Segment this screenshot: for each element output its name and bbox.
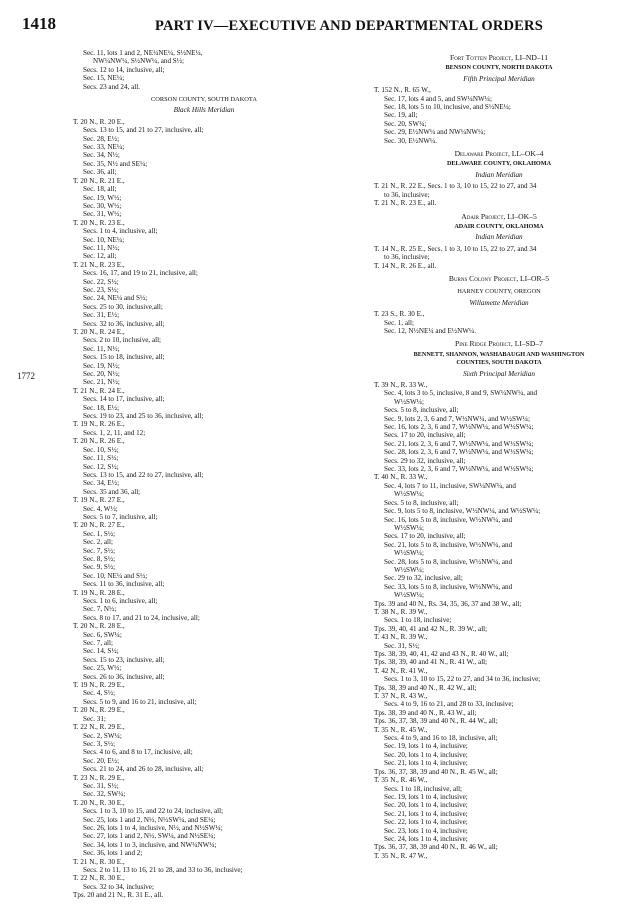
legal-description-line: Sec. 31, S½; (384, 641, 420, 650)
legal-description-line: Secs. 2 to 10, inclusive, all; (83, 336, 162, 345)
meridian-heading: Fifth Principal Meridian (463, 74, 535, 83)
legal-description-line: to 36, inclusive; (384, 253, 430, 262)
legal-description-line: Sec. 17, lots 4 and 5, and SW¼NW¼; (384, 94, 492, 103)
legal-description-line: Secs. 13 to 15, and 22 to 27, inclusive, all; (83, 470, 204, 479)
legal-description-line: W½SW¼; (394, 490, 424, 499)
legal-description-line: Tps. 36, 37, 38, 39 and 40 N., R. 45 W., all; (374, 767, 498, 776)
legal-description-line: Sec. 26, lots 1 to 4, inclusive, N½, and N½SW¼; (83, 823, 223, 832)
legal-description-line: T. 19 N., R. 27 E., (73, 496, 125, 505)
legal-description-line: Sec. 28, lots 5 to 8, inclusive, W½NW¼, and (384, 557, 513, 566)
legal-description-line: Sec. 9, lots 2, 3, 6 and 7, W½NW¼, and W½SW¼; (384, 414, 530, 423)
page-number: 1418 (22, 14, 56, 33)
legal-description-line: T. 38 N., R. 39 W., (374, 607, 428, 616)
legal-description-line: T. 35 N., R. 45 W., (374, 725, 428, 734)
legal-description-line: Sec. 27, lots 1 and 2, N½, SW¼, and N½SE¼; (83, 832, 216, 841)
project-heading: Fort Totten Project, LI–ND–11 (449, 54, 548, 62)
legal-description-line: Sec. 34, E½; (83, 479, 120, 488)
legal-description-line: Secs. 14 to 17, inclusive, all; (83, 395, 165, 404)
legal-description-line: Sec. 31; (83, 714, 106, 723)
legal-description-line: Sec. 16, lots 5 to 8, inclusive, W½NW¼, and (384, 515, 513, 524)
legal-description-line: Sec. 32, SW¼; (83, 790, 126, 799)
legal-description-line: Sec. 23, lots 1 to 4, inclusive; (384, 826, 468, 835)
legal-description-line: Sec. 1, S½; (83, 529, 116, 538)
legal-description-line: Sec. 20, SW¼; (384, 119, 427, 128)
legal-description-line: Sec. 19, lots 1 to 4, inclusive; (384, 742, 468, 751)
legal-description-line: Sec. 34, N½; (83, 151, 120, 160)
legal-description-line: Secs. 4 to 9, and 16 to 18, inclusive, all; (384, 734, 498, 743)
legal-description-line: Secs. 19 to 23, and 25 to 36, inclusive, all; (83, 412, 204, 421)
legal-description-line: Secs. 23 and 24, all. (83, 82, 140, 91)
legal-description-line: Tps. 39 and 40 N., Rs. 34, 35, 36, 37 and 38 W., all; (374, 599, 522, 608)
legal-description-line: Sec. 33, lots 2, 3, 6 and 7, W½NW¼, and W½SW¼; (384, 465, 534, 474)
legal-description-line: Secs. 13 to 15, and 21 to 27, inclusive, all; (83, 126, 204, 135)
legal-description-line: Sec. 31, S½; (83, 781, 119, 790)
legal-description-line: Sec. 29 to 32, inclusive, all; (384, 574, 463, 583)
legal-description-line: Sec. 11, S½; (83, 454, 119, 463)
margin-note: 1772 (17, 371, 35, 381)
legal-description-line: Sec. 11, lots 1 and 2, NE¼NE¼, S½NE¼, (83, 49, 203, 57)
county-heading: COUNTIES, SOUTH DAKOTA (456, 359, 542, 367)
legal-description-line: T. 35 N., R. 47 W., (374, 851, 428, 860)
legal-description-line: Secs. 5 to 9, and 16 to 21, inclusive, all; (83, 697, 197, 706)
legal-description-line: Sec. 34, lots 1 to 3, inclusive, and NW¼NW¼; (83, 840, 217, 849)
legal-description-line: Sec. 9, S½; (83, 563, 116, 572)
project-heading: Burns Colony Project, LI–OR–5 (448, 274, 550, 283)
legal-description-line: Tps. 38, 39, 40 and 41 N., R. 41 W., all; (374, 658, 488, 667)
legal-description-line: Secs. 26 to 36, inclusive, all; (83, 672, 165, 681)
legal-description-line: T. 20 N., R. 29 E., (73, 706, 125, 715)
legal-description-line: to 36, inclusive; (384, 190, 430, 199)
legal-description-line: Sec. 9, lots 5 to 8, inclusive, W½NW¼, and W½SW¼; (384, 507, 541, 516)
legal-description-line: Sec. 12, S½; (83, 462, 119, 471)
legal-description-line: Sec. 4, S½; (83, 689, 116, 698)
legal-description-line: Secs. 1 to 6, inclusive, all; (83, 597, 158, 605)
project-heading: Pine Ridge Project, LI–SD–7 (455, 340, 543, 349)
page-header: PART IV—EXECUTIVE AND DEPARTMENTAL ORDERS (155, 18, 543, 34)
legal-description-line: Secs. 1 to 18, inclusive; (384, 616, 452, 625)
legal-description-line: Secs. 4 to 9, 16 to 21, and 28 to 33, inclusive; (384, 700, 514, 709)
legal-description-line: Secs. 1 to 4, inclusive, all; (83, 227, 158, 236)
county-heading: ADAIR COUNTY, OKLAHOMA (454, 222, 544, 230)
legal-description-line: Sec. 21, lots 5 to 8, inclusive, W½NW¼, and (384, 540, 513, 549)
legal-description-line: Sec. 4, lots 3 to 5, inclusive, 8 and 9, SW¼NW¼, and (384, 389, 538, 398)
legal-description-line: Sec. 20, lots 1 to 4, inclusive; (384, 801, 468, 810)
legal-description-line: Sec. 14, S½; (83, 647, 119, 656)
legal-description-line: W½SW¼; (394, 591, 424, 600)
legal-description-line: Sec. 10, NE¼; (83, 235, 125, 244)
legal-description-line: Sec. 21, N½; (83, 378, 120, 387)
legal-description-line: T. 42 N., R. 41 W., (374, 666, 428, 675)
meridian-heading: Black Hills Meridian (173, 106, 235, 115)
legal-description-line: Secs. 1, 2, 11, and 12; (83, 428, 146, 437)
legal-description-line: Sec. 30, W½; (83, 201, 122, 210)
legal-description-line: T. 19 N., R. 29 E., (73, 681, 125, 690)
legal-description-line: Sec. 36, all; (83, 168, 117, 177)
legal-description-line: Sec. 25, lots 1 and 2, N½, N½SW¼, and SE¼; (83, 815, 216, 824)
legal-description-line: Secs. 35 and 36, all; (83, 487, 141, 496)
legal-description-line: T. 21 N., R. 23 E., all. (374, 199, 437, 208)
legal-description-line: T. 40 N., R. 33 W., (374, 473, 428, 482)
legal-description-line: Sec. 24, NE¼ and S½; (83, 294, 148, 303)
county-heading: DELAWARE COUNTY, OKLAHOMA (446, 160, 552, 168)
legal-description-line: T. 20 N., R. 28 E., (73, 622, 125, 631)
legal-description-line: T. 20 N., R. 30 E., (73, 798, 125, 807)
legal-description-line: T. 20 N., R. 23 E., (73, 218, 125, 227)
legal-description-line: Secs. 5 to 8, inclusive, all; (384, 498, 459, 507)
legal-description-line: Sec. 18, all; (83, 185, 117, 194)
legal-description-line: Sec. 12, N½NE¼ and E½NW¼. (384, 326, 477, 335)
legal-description-line: Sec. 20, E½; (83, 756, 120, 765)
legal-description-line: T. 20 N., R. 21 E., (73, 176, 125, 185)
legal-description-line: T. 21 N., R. 24 E., (73, 386, 125, 395)
legal-description-line: Tps. 39, 40, 41 and 42 N., R. 39 W., all; (374, 624, 488, 633)
legal-description-line: Sec. 19, W½; (83, 193, 122, 202)
legal-description-line: Secs. 32 to 36, inclusive, all; (83, 319, 165, 328)
legal-description-line: Sec. 3, S½; (83, 739, 116, 748)
legal-description-line: Secs. 21 to 24, and 26 to 28, inclusive, all; (83, 765, 204, 774)
legal-description-line: W½SW¼; (394, 565, 424, 574)
legal-description-line: Sec. 20, N½; (83, 370, 120, 379)
legal-description-line: Sec. 11, N½; (83, 344, 120, 353)
legal-description-line: Sec. 12, all; (83, 252, 117, 261)
legal-description-line: Sec. 30, E½NW¼. (384, 136, 437, 145)
legal-description-line: Secs. 5 to 7, inclusive, all; (83, 512, 158, 521)
legal-description-line: Sec. 7, S½; (83, 546, 116, 555)
legal-description-line: Secs. 2 to 11, 13 to 16, 21 to 28, and 33 to 36, inclusive; (83, 866, 243, 874)
legal-description-line: Secs. 15 to 18, inclusive, all; (83, 353, 165, 362)
legal-description-line: Sec. 18, E½; (83, 403, 120, 412)
meridian-heading: Willamette Meridian (469, 298, 529, 307)
legal-description-line: T. 21 N., R. 23 E., (73, 260, 125, 269)
legal-description-line: Sec. 4, lots 7 to 11, inclusive, SW¼NW¼, and (384, 481, 516, 490)
legal-description-line: Secs. 11 to 36, inclusive, all; (83, 580, 165, 589)
legal-description-line: T. 43 N., R. 39 W., (374, 633, 428, 642)
legal-description-line: T. 14 N., R. 25 E., Secs. 1 to 3, 10 to 15, 22 to 27, and 34 (374, 244, 537, 253)
legal-description-line: T. 22 N., R. 29 E., (73, 723, 125, 732)
legal-description-line: T. 22 N., R. 30 E., (73, 874, 125, 883)
legal-description-line: W½SW¼; (394, 523, 424, 532)
legal-description-line: Tps. 38, 39 and 40 N., R. 42 W., all; (374, 683, 477, 692)
legal-description-line: Sec. 28, lots 2, 3, 6 and 7, W½NW¼, and W½SW¼; (384, 448, 534, 457)
legal-description-line: Sec. 19, all; (384, 111, 418, 120)
legal-description-line: Sec. 28, E½; (83, 134, 120, 143)
legal-description-line: Sec. 8, S½; (83, 554, 116, 563)
legal-description-line: Secs. 8 to 17, and 21 to 24, inclusive, all; (83, 613, 200, 622)
legal-description-line: W½SW¼; (394, 397, 424, 406)
legal-description-line: Sec. 31, E½; (83, 311, 120, 320)
legal-description-line: Sec. 15, NE¼; (83, 74, 125, 83)
legal-description-line: Sec. 11, N½; (83, 243, 120, 252)
legal-description-line: T. 23 N., R. 29 E., (73, 773, 125, 782)
project-heading: Delaware Project, LL–OK–4 (454, 150, 544, 159)
legal-description-line: Sec. 19, lots 1 to 4, inclusive; (384, 792, 468, 801)
legal-description-line: Sec. 2, SW¼; (83, 731, 122, 740)
legal-description-line: NW¼NW¼, S½NW¼, and S½; (93, 57, 185, 66)
legal-description-line: Sec. 36, lots 1 and 2; (83, 849, 143, 858)
legal-description-line: Sec. 7, all; (83, 639, 113, 648)
legal-description-line: Secs. 16, 17, and 19 to 21, inclusive, all; (83, 269, 198, 278)
legal-description-line: Sec. 23, S½; (83, 285, 119, 294)
legal-description-line: T. 19 N., R. 28 E., (73, 588, 125, 597)
legal-description-line: Secs. 1 to 3, 10 to 15, 22 to 27, and 34 to 36, inclusive; (384, 675, 541, 684)
legal-description-line: Tps. 36, 37, 38, 39 and 40 N., R. 44 W., all; (374, 717, 498, 726)
legal-description-line: Secs. 17 to 20, inclusive, all; (384, 532, 466, 541)
left-column (73, 49, 335, 900)
legal-description-line: Secs. 1 to 3, 10 to 15, and 22 to 24, inclusive, all; (83, 807, 224, 816)
legal-description-line: Sec. 16, lots 2, 3, 6 and 7, W½NW¼, and W½SW¼; (384, 423, 534, 432)
legal-description-line: Sec. 21, lots 2, 3, 6 and 7, W½NW¼, and W½SW¼; (384, 439, 534, 448)
legal-description-line: T. 152 N., R. 65 W., (374, 86, 431, 95)
legal-description-line: Tps. 20 and 21 N., R. 31 E., all. (73, 891, 164, 900)
legal-description-line: Sec. 25, W½; (83, 664, 122, 673)
legal-description-line: Secs. 5 to 8, inclusive, all; (384, 406, 459, 415)
legal-description-line: T. 14 N., R. 26 E., all. (374, 261, 437, 270)
legal-description-line: Sec. 2, all; (83, 538, 113, 547)
meridian-heading: Indian Meridian (475, 170, 523, 179)
legal-description-line: T. 20 N., R. 27 E., (73, 521, 125, 530)
legal-description-line: Tps. 36, 37, 38, 39 and 40 N., R. 46 W., all; (374, 843, 498, 852)
legal-description-line: Sec. 22, lots 1 to 4, inclusive; (384, 818, 468, 827)
legal-description-line: Sec. 19, N½; (83, 361, 120, 370)
county-heading: HARNEY COUNTY, OREGON (457, 288, 541, 296)
legal-description-line: T. 20 N., R. 26 E., (73, 437, 125, 446)
county-heading: BENNETT, SHANNON, WASHABAUGH AND WASHINGTON (413, 350, 585, 358)
legal-description-line: Sec. 6, SW¼; (83, 630, 122, 639)
legal-description-line: Secs. 1 to 18, inclusive, all; (384, 784, 463, 793)
legal-description-line: Sec. 33, lots 5 to 8, inclusive, W½NW¼, and (384, 582, 513, 591)
legal-description-line: Sec. 31, W½; (83, 210, 122, 219)
legal-description-line: T. 21 N., R. 22 E., Secs. 1 to 3, 10 to 15, 22 to 27, and 34 (374, 182, 537, 191)
legal-description-line: Secs. 25 to 30, inclusive,all; (83, 302, 163, 311)
legal-description-line: Sec. 22, S½; (83, 277, 119, 286)
legal-description-line: Secs. 17 to 20, inclusive, all; (384, 431, 466, 440)
legal-description-line: T. 21 N., R. 30 E., (73, 857, 125, 866)
legal-description-line: Secs. 4 to 6, and 8 to 17, inclusive, all; (83, 748, 193, 757)
county-heading: CORSON COUNTY, SOUTH DAKOTA (151, 96, 257, 104)
project-heading: Adair Project, LI–OK–5 (461, 212, 537, 221)
legal-description-line: Sec. 1, all; (384, 318, 414, 327)
legal-description-line: T. 19 N., R. 26 E., (73, 420, 125, 429)
legal-description-line: Sec. 24, lots 1 to 4, inclusive; (384, 834, 468, 843)
legal-description-line: T. 20 N., R. 20 E., (73, 117, 125, 126)
legal-description-line: T. 20 N., R. 24 E., (73, 328, 125, 336)
legal-description-line: Sec. 7, N½; (83, 605, 117, 614)
legal-description-line: Secs. 15 to 23, inclusive, all; (83, 655, 165, 664)
legal-description-line: Sec. 18, lots 5 to 10, inclusive, and S½NE¼; (384, 103, 511, 112)
legal-description-line: Sec. 29, E½NW¼ and NW¼NW¼; (384, 128, 486, 137)
legal-description-line: Sec. 21, lots 1 to 4, inclusive; (384, 759, 468, 768)
county-heading: BENSON COUNTY, NORTH DAKOTA (445, 64, 553, 72)
legal-description-line: T. 35 N., R. 46 W., (374, 776, 428, 785)
legal-description-line: Sec. 21, lots 1 to 4, inclusive; (384, 809, 468, 818)
legal-description-line: Tps. 38, 39, 40, 41, 42 and 43 N., R. 40 W., all; (374, 650, 509, 658)
legal-description-line: Sec. 33, NE¼; (83, 143, 125, 152)
legal-description-line: Secs. 12 to 14, inclusive, all; (83, 65, 165, 74)
legal-description-line: Sec. 35, N½ and SE¼; (83, 159, 148, 168)
right-column (374, 49, 624, 860)
meridian-heading: Indian Meridian (475, 233, 523, 242)
legal-description-line: T. 39 N., R. 33 W., (374, 381, 428, 389)
legal-description-line: Sec. 4, W½; (83, 504, 118, 513)
legal-description-line: Tps. 38, 39 and 40 N., R. 43 W., all; (374, 708, 477, 717)
legal-description-line: Sec. 10, S½; (83, 445, 119, 454)
legal-description-line: Secs. 32 to 34, inclusive; (83, 882, 154, 891)
legal-description-line: T. 23 S., R. 30 E., (374, 310, 425, 319)
legal-description-line: Sec. 10, NE¼ and S½; (83, 571, 148, 580)
legal-description-line: Sec. 20, lots 1 to 4, inclusive; (384, 750, 468, 759)
legal-description-line: T. 37 N., R. 43 W., (374, 692, 428, 701)
meridian-heading: Sixth Principal Meridian (463, 369, 535, 378)
legal-description-line: W½SW¼; (394, 549, 424, 558)
legal-description-line: Secs. 29 to 32, inclusive, all; (384, 456, 466, 465)
